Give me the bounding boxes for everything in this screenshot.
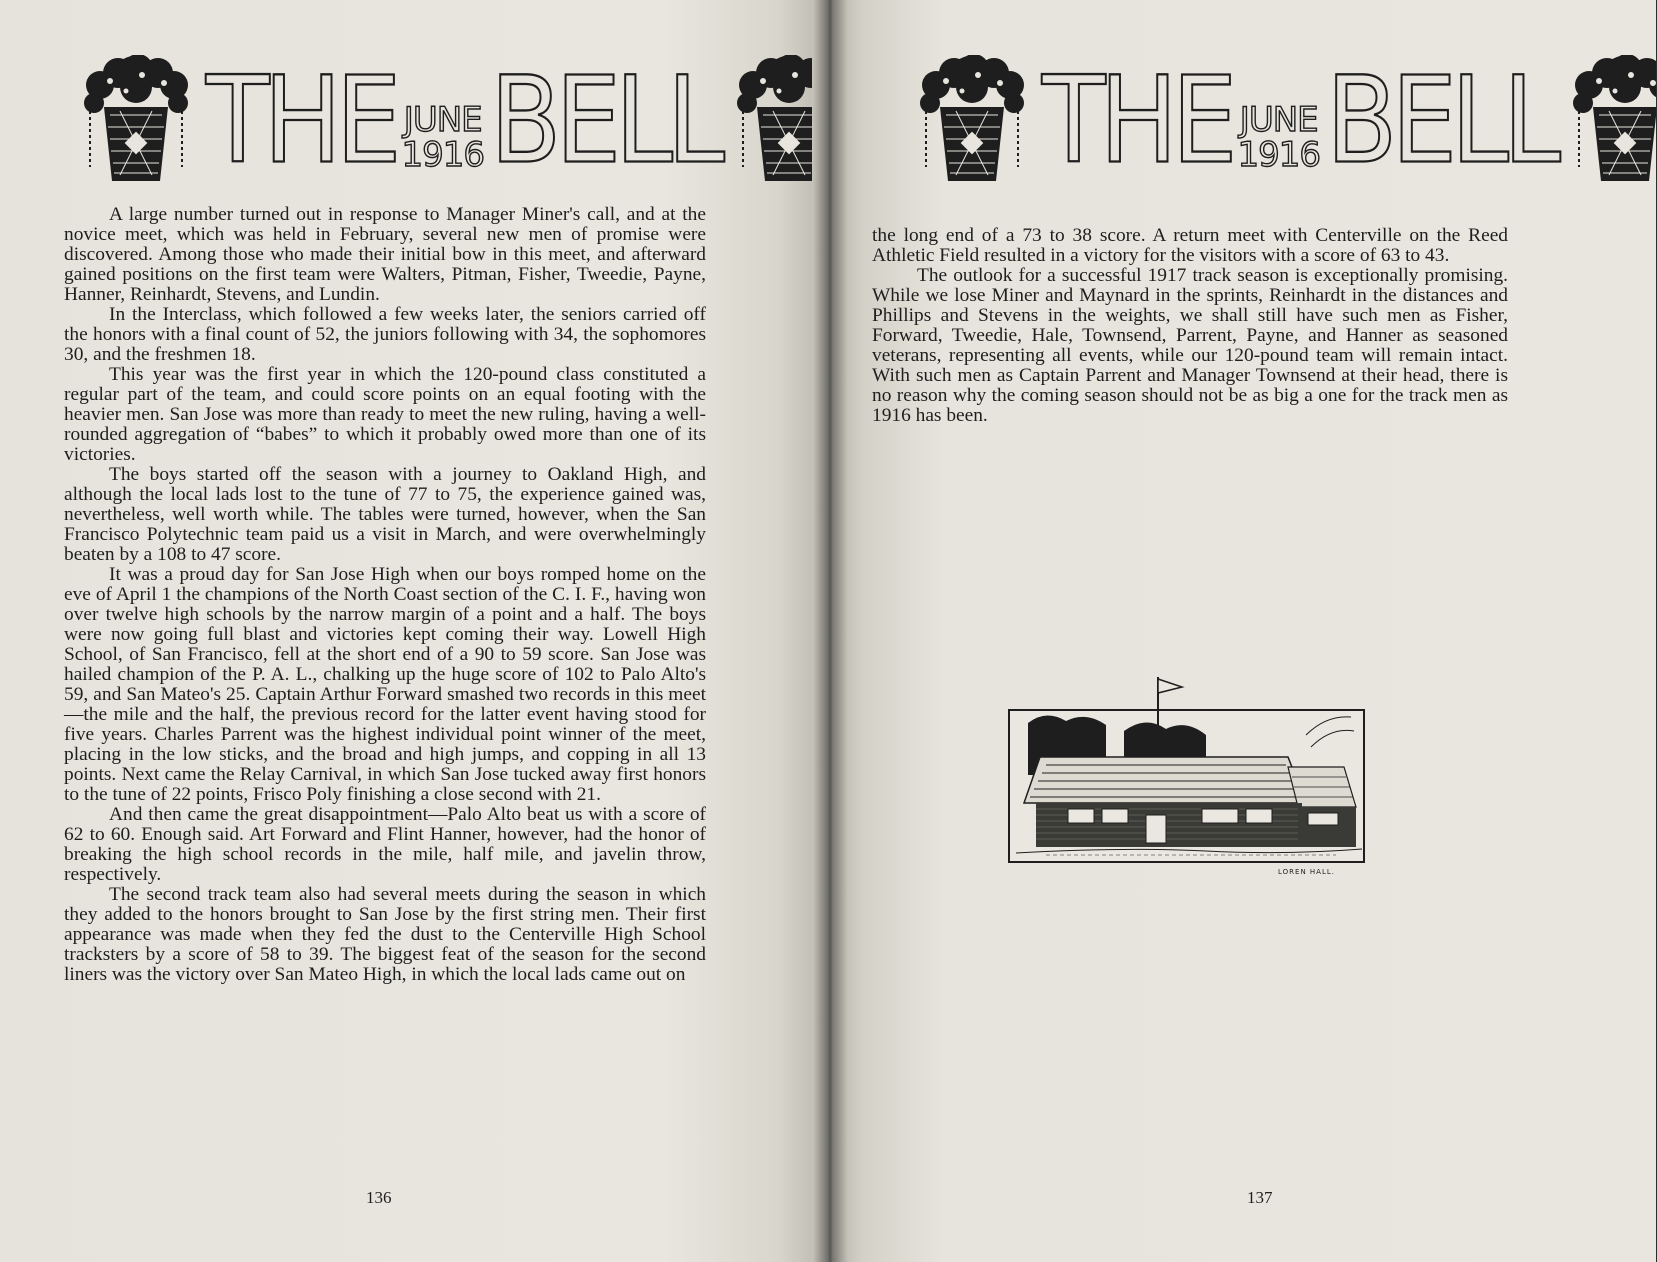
flower-basket-icon	[1569, 55, 1656, 185]
flower-basket-icon	[80, 55, 192, 185]
paragraph: In the Interclass, which followed a few weeks later, the seniors carried off the honors with a final count of 52, the juniors following with 34, the sophomores 30, and the freshmen 18.	[64, 304, 706, 365]
paragraph: A large number turned out in response to Manager Miner's call, and at the novice meet, which was held in February, several new men of promise were discovered. Among those who made their initial bow in this meet, and afterward gained positions on the first team were Walters, Pitman, Fisher, Tweedie, Payne, Hanner, Reinhardt, Stevens, and Lundin.	[64, 204, 706, 305]
paragraph: This year was the first year in which the 120-pound class constituted a regular part of the team, and could score points on an equal footing with the heavier men. San Jose was more than ready to meet the new ruling, having a well-rounded aggregation of “babes” to which it probably owed more than one of its victories.	[64, 364, 706, 465]
masthead-title	[206, 50, 719, 191]
paragraph: It was a proud day for San Jose High when our boys romped home on the eve of April 1 the champions of the North Coast section of the C. I. F., having won over twelve high schools by the narrow margin of a point and a half. The boys were now going full blast and victories kept coming their way. Lowell High School, of San Francisco, fell at the short end of a 90 to 59 score. San Jose was hailed champion of the P. A. L., chalking up the huge score of 102 to Palo Alto's 59, and San Mateo's 25. Captain Arthur Forward smashed two records in this meet—the mile and the half, the previous record for the latter event having stood for five years. Charles Parrent was the highest individual point winner of the meet, placing in the low sticks, and the broad and high jumps, and copping in all 13 points. Next came the Relay Carnival, in which San Jose tucked away first honors to the tune of 22 points, Frisco Poly finishing a close second with 21.	[64, 564, 706, 805]
masthead	[916, 50, 1566, 191]
loren-hall-illustration	[1006, 675, 1368, 880]
left-page-body	[64, 205, 706, 985]
masthead-year: 1916	[401, 135, 484, 176]
paragraph: the long end of a 73 to 38 score. A return meet with Centerville on the Reed Athletic Field resulted in a victory for the visitors with a score of 63 to 43.	[872, 225, 1508, 266]
paragraph: The boys started off the season with a journey to Oakland High, and although the local lads lost to the tune of 77 to 75, the experience gained was, nevertheless, well worth while. The tables were turned, however, when the San Francisco Polytechnic team paid us a visit in March, and were overwhelmingly beaten by a 108 to 47 score.	[64, 464, 706, 565]
masthead-date	[401, 99, 484, 176]
masthead-month: JUNE	[403, 99, 482, 140]
masthead-the: THE	[206, 50, 396, 191]
masthead-bell: BELL	[489, 50, 719, 191]
masthead-the: THE	[1042, 50, 1232, 191]
book-gutter	[812, 0, 848, 1262]
right-page	[828, 0, 1656, 1262]
page-number: 137	[1247, 1188, 1273, 1207]
masthead-month: JUNE	[1239, 99, 1318, 140]
masthead-bell: BELL	[1325, 50, 1555, 191]
paragraph: The second track team also had several meets during the season in which they added to the honors brought to San Jose by the first string men. Their first appearance was made when they fed the dust to the Centerville High School tracksters by a score of 58 to 39. The biggest feat of the season for the second liners was the victory over San Mateo High, in which the local lads came out on	[64, 884, 706, 985]
left-page	[0, 0, 828, 1262]
right-page-body	[872, 226, 1508, 426]
illustration-caption: LOREN HALL.	[1278, 868, 1335, 876]
page-number: 136	[366, 1188, 392, 1207]
masthead-title	[1042, 50, 1555, 191]
masthead-date	[1237, 99, 1320, 176]
paragraph: And then came the great disappointment—Palo Alto beat us with a score of 62 to 60. Enough said. Art Forward and Flint Hanner, however, had the honor of breaking the high school records in the mile, half mile, and javelin throw, respectively.	[64, 804, 706, 885]
masthead-year: 1916	[1237, 135, 1320, 176]
masthead	[80, 50, 730, 191]
flower-basket-icon	[916, 55, 1028, 185]
paragraph: The outlook for a successful 1917 track season is exceptionally promising. While we lose Miner and Maynard in the sprints, Reinhardt in the distances and Phillips and Stevens in the weights, we shall still have such men as Fisher, Forward, Tweedie, Hale, Townsend, Parrent, Payne, and Hanner as seasoned veterans, representing all events, while our 120-pound team will remain intact. With such men as Captain Parrent and Manager Townsend at their head, there is no reason why the coming season should not be as big a one for the track men as 1916 has been.	[872, 265, 1508, 426]
